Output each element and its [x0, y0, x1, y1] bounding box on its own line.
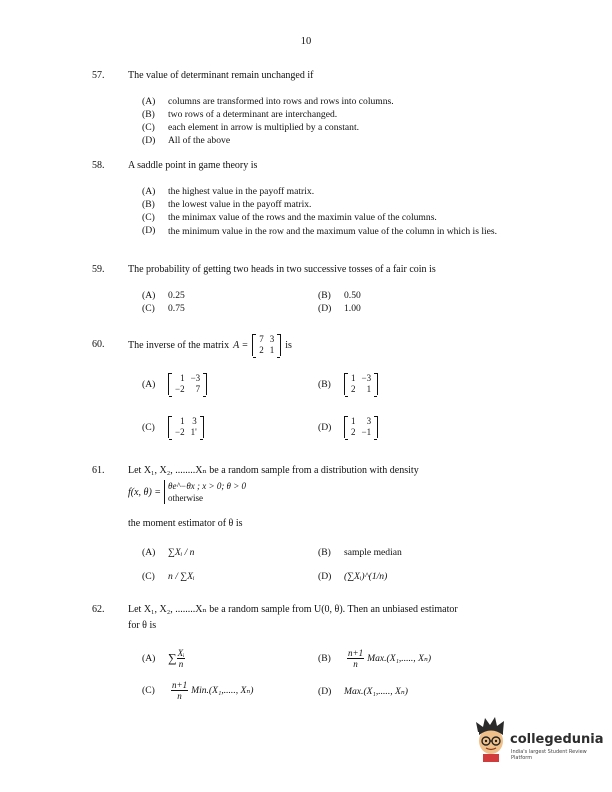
- question-number: 57.: [92, 70, 105, 81]
- brand-tagline: India's largest Student Review Platform: [511, 749, 587, 761]
- matrix: 1 −3 2 1: [344, 373, 378, 395]
- matrix: 1 3 2 −1: [344, 416, 378, 438]
- option: (B) 0.50: [318, 290, 361, 301]
- page-number: 10: [300, 36, 312, 47]
- brand-name: collegedunia: [510, 732, 604, 747]
- question-text: The value of determinant remain unchanged if: [128, 70, 314, 81]
- option: (C) each element in arrow is multiplied by a constant.: [142, 122, 360, 133]
- option: (C) $\frac{n+1}{n}$ Min.(X₁,....., Xₙ): [142, 680, 254, 701]
- question-number: 61.: [92, 465, 105, 476]
- matrix: 7 3 2 1: [252, 334, 281, 356]
- question-text: The probability of getting two heads in two successive tosses of a fair coin is: [128, 264, 436, 275]
- option: (B) the lowest value in the payoff matrix.: [142, 199, 312, 210]
- option: (A) 0.25: [142, 290, 185, 301]
- option: (D) 1.00: [318, 303, 361, 314]
- question-number: 62.: [92, 604, 105, 615]
- option: (C) 0.75: [142, 303, 185, 314]
- option: (D) Max.(X₁,....., Xₙ): [318, 686, 408, 697]
- matrix: 1 3 −2 1': [168, 416, 204, 438]
- question-text: The inverse of the matrix A = 7 3 2 1 is: [128, 334, 292, 355]
- option: (A) ∑ $\frac{\text{Xᵢ}}{n}$: [142, 648, 185, 669]
- option: (D) the minimum value in the row and the maximum value of the column in which is lies.: [142, 225, 498, 237]
- option: (C) n / ∑Xᵢ: [142, 571, 195, 582]
- question-text: Let X₁, X₂, ........Xₙ be a random sample from U(0, θ). Then an unbiased estimator: [128, 604, 458, 615]
- question-number: 60.: [92, 339, 105, 350]
- collegedunia-logo: [474, 712, 604, 768]
- question-text: Let X₁, X₂, ........Xₙ be a random sample from a distribution with density: [128, 465, 419, 476]
- option: (A) columns are transformed into rows and rows into columns.: [142, 96, 394, 107]
- question-number: 58.: [92, 160, 105, 171]
- option: (D) (∑Xᵢ)^(1/n): [318, 571, 388, 582]
- option: (C) the minimax value of the rows and the maximin value of the columns.: [142, 212, 437, 223]
- question-text: the moment estimator of θ is: [128, 518, 243, 529]
- question-number: 59.: [92, 264, 105, 275]
- option: (B) $\frac{n+1}{n}$ Max.(X₁,....., Xₙ): [318, 648, 432, 669]
- question-text: for θ is: [128, 620, 157, 631]
- mascot-icon: [474, 716, 508, 762]
- option: (D) All of the above: [142, 135, 231, 146]
- option: (D) 1 3 2 −1: [318, 416, 378, 438]
- option: (B) two rows of a determinant are interchanged.: [142, 109, 338, 120]
- option: (B) 1 −3 2 1: [318, 373, 378, 395]
- matrix: 1 −3 −2 7: [168, 373, 207, 395]
- option: (A) 1 −3 −2 7: [142, 373, 207, 395]
- density-function: f(x, θ) = θe^−θx ; x > 0; θ > 0 otherwise: [128, 481, 247, 503]
- option: (A) ∑Xᵢ / n: [142, 547, 195, 558]
- option: (A) the highest value in the payoff matrix.: [142, 186, 315, 197]
- option: (C) 1 3 −2 1': [142, 416, 204, 438]
- option: (B) sample median: [318, 547, 402, 558]
- question-text: A saddle point in game theory is: [128, 160, 258, 171]
